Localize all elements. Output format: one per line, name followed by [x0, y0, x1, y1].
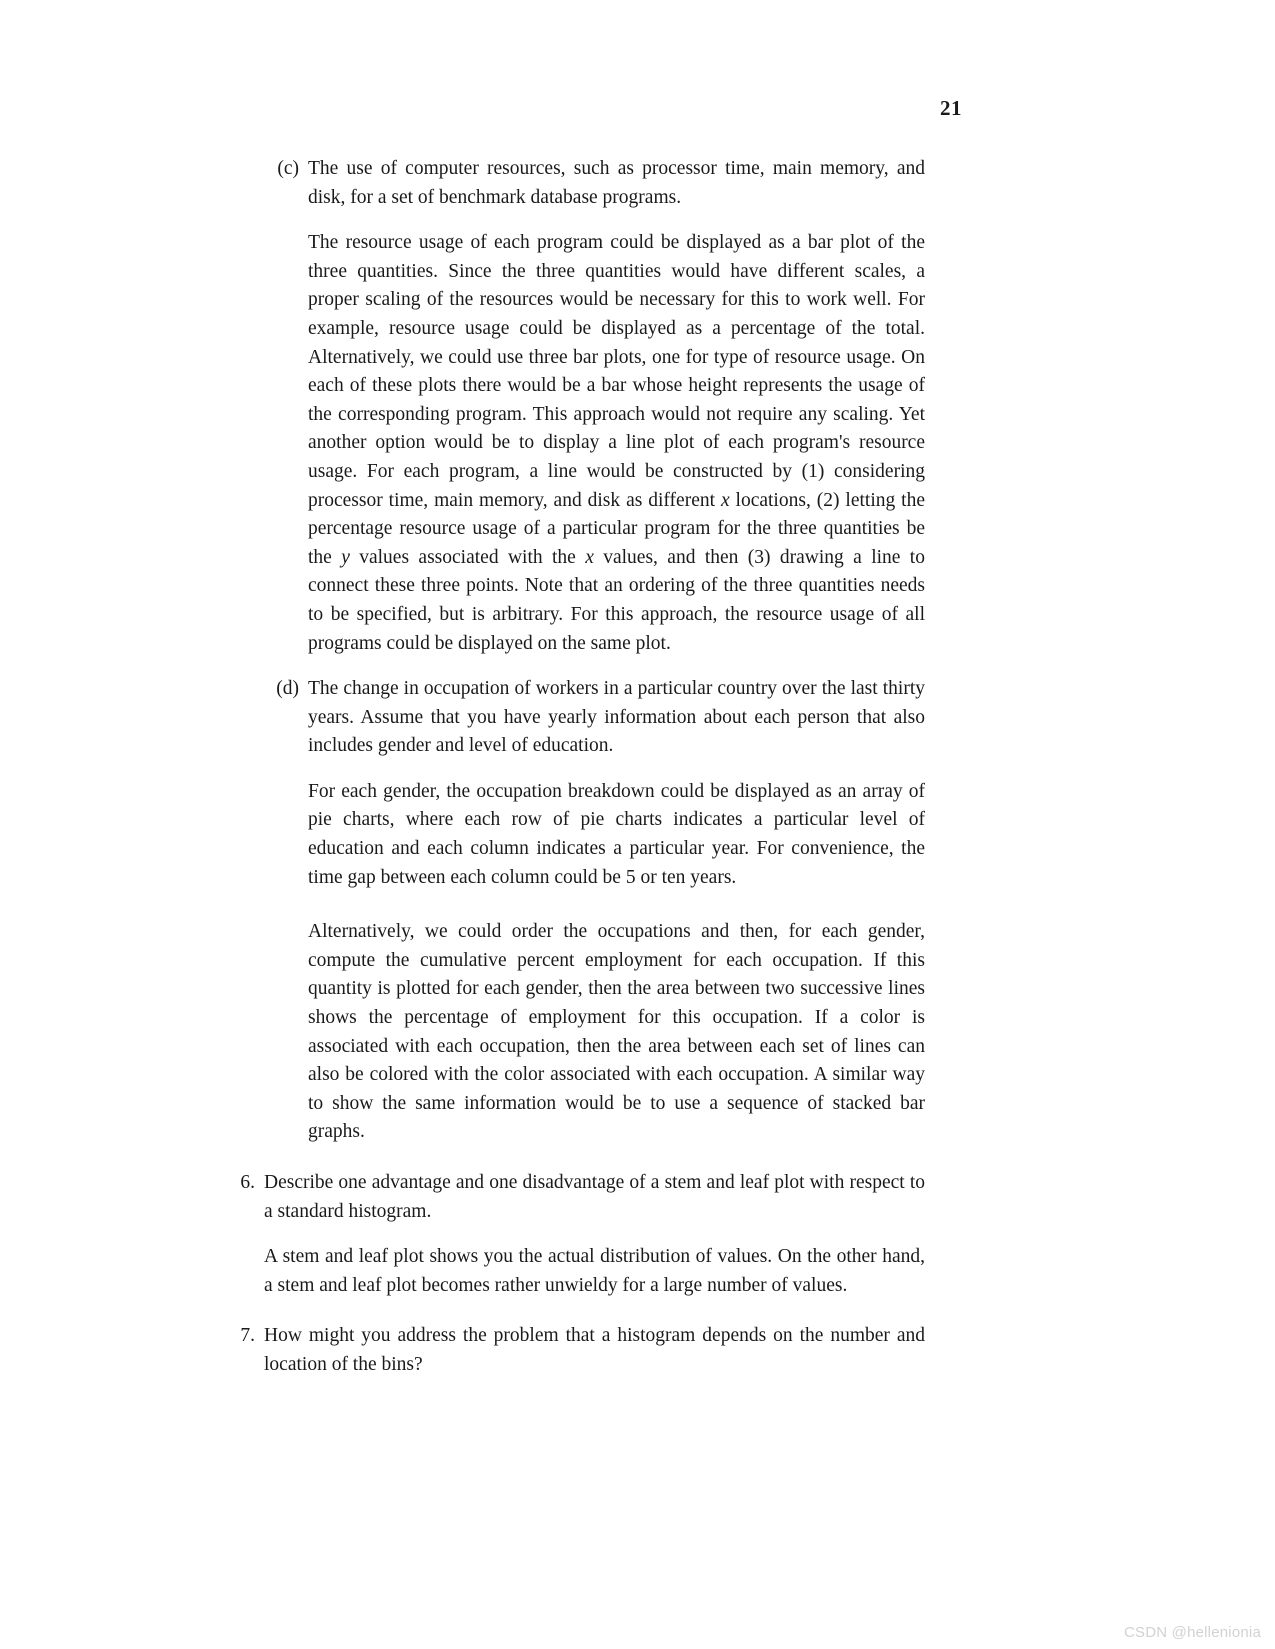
- paragraph-d-answer-1: For each gender, the occupation breakdown could be displayed as an array of pie charts, where each row of pie charts indicates a particular level of education and each column indicates a particular year. For convenience, the time gap between each column could be 5 or ten years.: [308, 780, 925, 888]
- paragraph-6-question: Describe one advantage and one disadvantage of a stem and leaf plot with respect to a standard histogram.: [264, 1172, 925, 1222]
- spacer: [225, 892, 925, 918]
- list-item-c: [225, 155, 925, 212]
- answer-block-6: [264, 1243, 925, 1300]
- paragraph-c-answer: [308, 229, 925, 658]
- list-body-d: [299, 675, 925, 761]
- list-marker-6: 6.: [240, 1172, 255, 1193]
- page-number: 21: [940, 96, 962, 120]
- spacer: [225, 658, 925, 675]
- paragraph-d-answer-2: Alternatively, we could order the occupations and then, for each gender, compute the cumulative percent employment for each occupation. If this quantity is plotted for each gender, then the area between two successive lines shows the percentage of employment for this occupation. If a color is associated with each occupation, then the area between each set of lines can also be colored with the color associated with each occupation. A similar way to show the same information would be to use a sequence of stacked bar graphs.: [308, 921, 925, 1143]
- list-item-6: [225, 1169, 925, 1226]
- list-body-7: [255, 1322, 925, 1379]
- answer-block-c: [308, 229, 925, 658]
- math-variable-x-2: x: [585, 546, 594, 568]
- spacer: [225, 761, 925, 778]
- spacer: [225, 1300, 925, 1322]
- answer-c-seg-5: values associated with the: [349, 546, 586, 568]
- paragraph-7-question: How might you address the problem that a histogram depends on the number and location of the bins?: [264, 1325, 925, 1375]
- list-marker-d: (d): [276, 678, 299, 700]
- spacer: [225, 1147, 925, 1169]
- list-marker-7: 7.: [240, 1325, 255, 1347]
- watermark-text: CSDN @hellenionia: [1123, 1624, 1261, 1641]
- page-content: [225, 155, 925, 1380]
- list-item-d: [225, 675, 925, 761]
- paragraph-d-intro: The change in occupation of workers in a particular country over the last thirty years. Assume that you have yearly information about each person that also includes gender and level of education.: [308, 678, 925, 757]
- list-marker-c: (c): [277, 158, 299, 179]
- list-item-7: [225, 1322, 925, 1379]
- list-body-6: [255, 1169, 925, 1226]
- answer-block-d-2: [308, 918, 925, 1147]
- answer-block-d-1: [308, 778, 925, 892]
- answer-c-seg-1: The resource usage of each program could be displayed as a bar plot of the three quantities. Since the three quantities would have different scales, a proper scaling of the resources would be necessary for this to work well. For example, resource usage could be displayed as a percentage of the total. Alternatively, we could use three bar plots, one for type of resource usage. On each of these plots there would be a bar whose height represents the usage of the corresponding program. This approach would not require any scaling. Yet another option would be to display a line plot of each program's resource usage. For each program, a line would be constructed by (1) considering processor time, main memory, and disk as different: [308, 232, 925, 511]
- math-variable-x: x: [720, 489, 730, 511]
- answer-c-seg-7: values, and then (3) drawing a line to connect these three points. Note that an ordering of the three quantities needs to be specified, but is arbitrary. For this approach, the resource usage of all programs could be displayed on the same plot.: [308, 546, 925, 654]
- answer-c-seg-3: locations, (2) letting the percentage resource usage of a particular program for the three quantities be the: [308, 489, 925, 568]
- spacer: [225, 212, 925, 229]
- paragraph-c-intro: The use of computer resources, such as processor time, main memory, and disk, for a set of benchmark database programs.: [308, 158, 925, 208]
- list-body-c: [299, 155, 925, 212]
- paragraph-6-answer: A stem and leaf plot shows you the actual distribution of values. On the other hand, a stem and leaf plot becomes rather unwieldy for a large number of values.: [264, 1246, 925, 1296]
- math-variable-y: y: [341, 546, 350, 568]
- spacer: [225, 1226, 925, 1243]
